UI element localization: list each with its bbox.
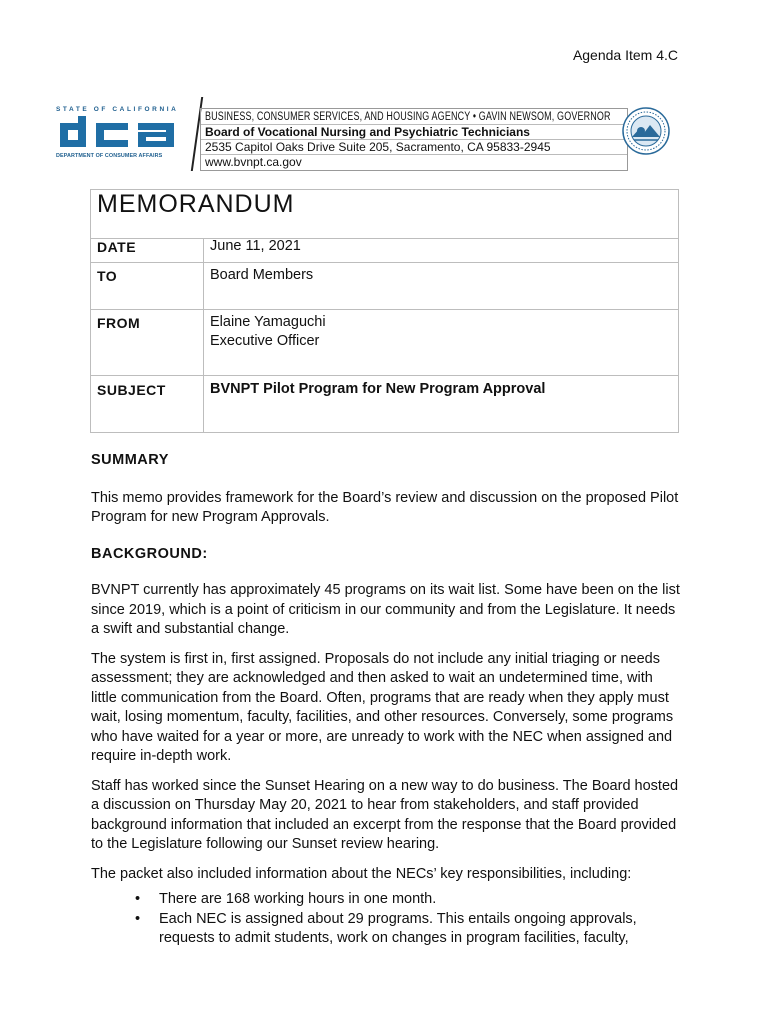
background-paragraph: The packet also included information about the NECs’ key responsibilities, including: xyxy=(91,865,632,882)
summary-paragraph: This memo provides framework for the Board’s review and discussion on the proposed Pilot Program for new Program Approvals. xyxy=(91,489,679,525)
california-seal-icon xyxy=(622,107,670,155)
memo-rule xyxy=(91,238,678,239)
agency-line: BUSINESS, CONSUMER SERVICES, AND HOUSING AGENCY • GAVIN NEWSOM, GOVERNOR xyxy=(205,111,611,123)
memo-rule xyxy=(91,262,678,263)
background-paragraph: Staff has worked since the Sunset Hearing on a new way to do business. The Board hosted a discussion on Thursday May 20, 2021 to hear from stakeholders, and staff provided background information that included an excerpt from the response that the Board provided to the Legislature following our Sunset review hearing. xyxy=(91,777,679,852)
dca-logo xyxy=(56,106,182,159)
memo-rule xyxy=(91,375,678,376)
memo-title: MEMORANDUM xyxy=(97,190,295,218)
memo-rule xyxy=(91,309,678,310)
list-item: • Each NEC is assigned about 29 programs. This entails ongoing approvals, requests to admit students, work on changes in program facilities, faculty, xyxy=(159,910,681,949)
board-name: Board of Vocational Nursing and Psychiatric Technicians xyxy=(205,125,530,139)
to-value: Board Members xyxy=(210,267,314,283)
list-item: • There are 168 working hours in one month. xyxy=(159,890,681,910)
letterhead-box xyxy=(200,108,628,171)
from-title: Executive Officer xyxy=(210,333,320,349)
background-paragraph: The system is first in, first assigned. Proposals do not include any initial triaging or needs assessment; they are acknowledged and then asked to wait an undetermined time, with little communication from the Board. Often, programs that are ready when they apply must wait, losing momentum, faculty, facilities, and other resources. Conversely, some programs who have waited for a year or more, are unready to work with the NEC when assigned and require in-depth work. xyxy=(91,650,674,764)
memo-column-rule xyxy=(203,238,204,432)
date-value: June 11, 2021 xyxy=(210,238,301,254)
logo-department-text: DEPARTMENT OF CONSUMER AFFAIRS xyxy=(56,153,163,159)
board-website: www.bvnpt.ca.gov xyxy=(205,155,302,169)
to-label: TO xyxy=(97,268,118,284)
summary-heading: SUMMARY xyxy=(91,452,169,468)
memo-header-table xyxy=(90,189,679,433)
background-heading: BACKGROUND: xyxy=(91,545,208,562)
board-address: 2535 Capitol Oaks Drive Suite 205, Sacramento, CA 95833-2945 xyxy=(205,140,551,154)
logo-state-text: STATE OF CALIFORNIA xyxy=(56,106,179,113)
agenda-item-label: Agenda Item 4.C xyxy=(572,47,678,63)
dca-logo-mark-icon xyxy=(56,116,180,150)
subject-label: SUBJECT xyxy=(97,382,166,398)
responsibilities-list xyxy=(91,890,681,949)
from-name: Elaine Yamaguchi xyxy=(210,314,326,330)
from-label: FROM xyxy=(97,315,141,331)
date-label: DATE xyxy=(97,239,137,255)
subject-value: BVNPT Pilot Program for New Program Approval xyxy=(210,381,546,397)
background-paragraph: BVNPT currently has approximately 45 programs on its wait list. Some have been on the list since 2019, which is a point of criticism in our community and from the Legislature. It needs a swift and substantial change. xyxy=(91,582,680,637)
memo-body xyxy=(91,451,681,949)
